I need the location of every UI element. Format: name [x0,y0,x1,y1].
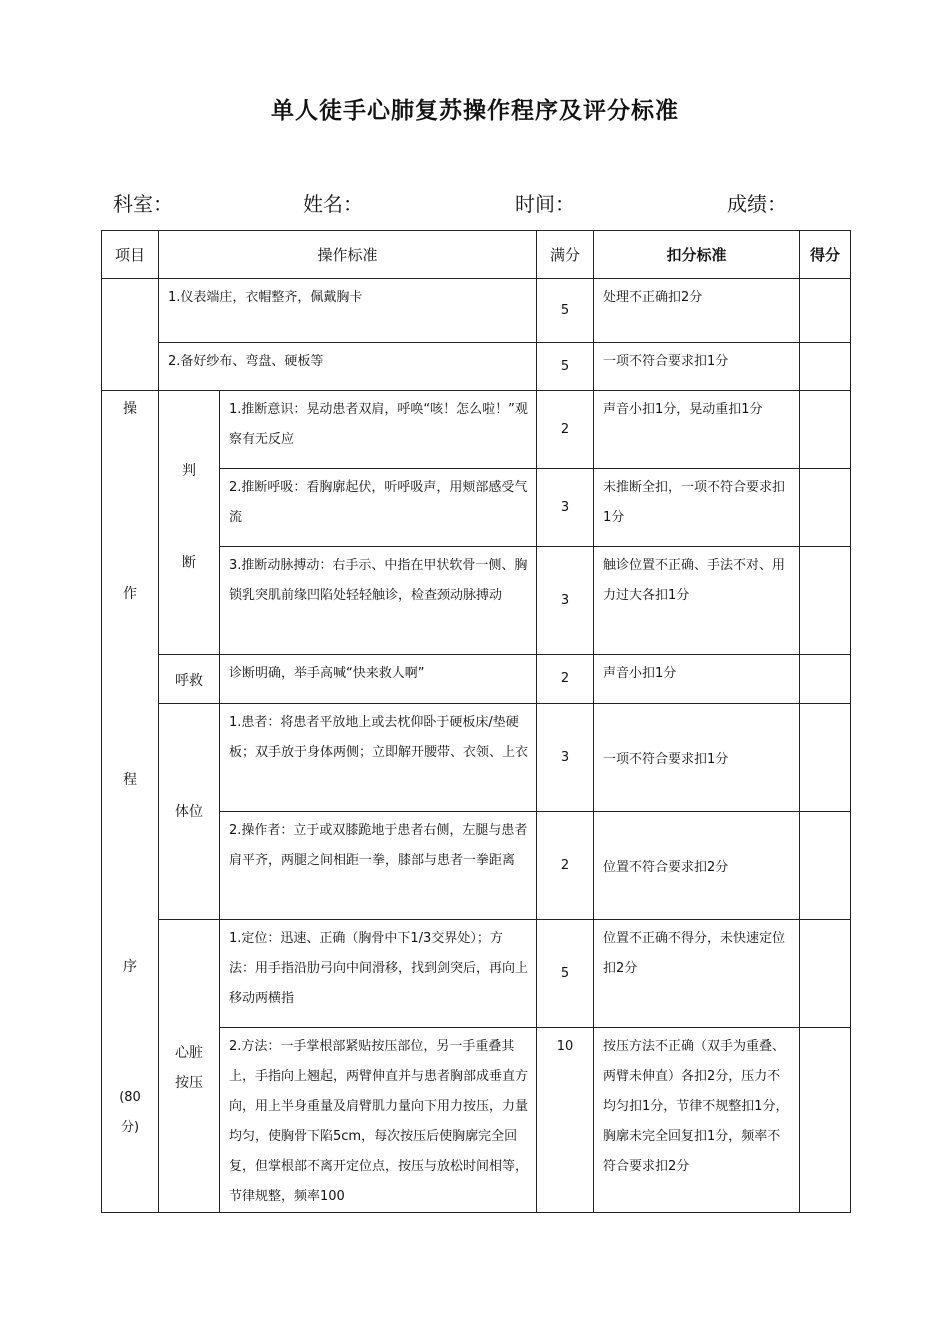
standard-cell: 1.定位：迅速、正确（胸骨中下1/3交界处）；方法：用手指沿肋弓向中间滑移，找到剑突后，再向上移动两横指 [220,920,537,1028]
procedure-char: 序 [123,959,137,975]
full-score-cell: 3 [537,469,594,547]
deduction-cell: 一项不符合要求扣1分 [594,343,800,391]
standard-cell: 1.推断意识：晃动患者双肩，呼唤“咳！怎么啦！”观察有无反应 [220,391,537,469]
full-score-cell: 5 [537,279,594,343]
score-input-cell[interactable] [800,920,851,1028]
page-title: 单人徒手心肺复苏操作程序及评分标准 [271,98,679,124]
table-row [102,920,851,1028]
score-input-cell[interactable] [800,812,851,920]
header-standard: 操作标准 [159,231,537,279]
judge-category-cell [159,391,220,655]
standard-cell: 1.患者：将患者平放地上或去枕仰卧于硬板床/垫硬板；双手放于身体两侧；立即解开腰带、衣领、上衣 [220,704,537,812]
full-score-cell: 2 [537,391,594,469]
standard-cell: 2.方法：一手掌根部紧贴按压部位，另一手重叠其上，手指向上翘起，两臂伸直并与患者胸部成垂直方向，用上半身重量及肩臂肌力量向下用力按压，力量均匀，使胸骨下陷5cm，每次按压后使胸廓完全回复，但掌根部不离开定位点，按压与放松时间相等，节律规整，频率100 [220,1028,537,1213]
full-score-cell: 3 [537,704,594,812]
standard-cell: 诊断明确，举手高喊“快来救人啊” [220,655,537,704]
time-label: 时间： [515,192,575,216]
prep-category-cell [102,279,159,391]
call-category-cell: 呼救 [159,655,220,704]
table-row [102,655,851,704]
procedure-char: 程 [123,772,137,788]
procedure-category-cell [102,391,159,1213]
deduction-cell: 触诊位置不正确、手法不对、用力过大各扣1分 [594,547,800,655]
standard-cell: 3.推断动脉搏动：右手示、中指在甲状软骨一侧、胸锁乳突肌前缘凹陷处轻轻触诊，检查颈动脉搏动 [220,547,537,655]
position-category-cell: 体位 [159,704,220,920]
standard-cell: 2.备好纱布、弯盘、硬板等 [159,343,537,391]
full-score-cell: 10 [537,1028,594,1213]
standard-cell: 1.仪表端庄，衣帽整齐，佩戴胸卡 [159,279,537,343]
score-input-cell[interactable] [800,343,851,391]
full-score-cell: 3 [537,547,594,655]
score-input-cell[interactable] [800,279,851,343]
header-deduction: 扣分标准 [594,231,800,279]
table-row [102,279,851,343]
department-label: 科室： [113,192,173,216]
deduction-cell: 处理不正确扣2分 [594,279,800,343]
name-label: 姓名： [303,192,363,216]
header-got-score: 得分 [800,231,851,279]
form-header [0,188,950,218]
score-input-cell[interactable] [800,391,851,469]
deduction-cell: 一项不符合要求扣1分 [594,704,800,812]
deduction-cell: 位置不正确不得分，未快速定位扣2分 [594,920,800,1028]
score-input-cell[interactable] [800,704,851,812]
procedure-char: 操 [123,401,137,417]
full-score-cell: 5 [537,343,594,391]
table-row [102,391,851,469]
full-score-cell: 2 [537,812,594,920]
table-row [102,704,851,812]
deduction-cell: 声音小扣1分，晃动重扣1分 [594,391,800,469]
standard-cell: 2.操作者：立于或双膝跪地于患者右侧，左腿与患者肩平齐，两腿之间相距一拳，膝部与患者一拳距离 [220,812,537,920]
deduction-cell: 按压方法不正确（双手为重叠、两臂未伸直）各扣2分，压力不均匀扣1分，节律不规整扣1分，胸廓未完全回复扣1分，频率不符合要求扣2分 [594,1028,800,1213]
score-input-cell[interactable] [800,1028,851,1213]
judge-char: 判 [182,463,196,479]
scoring-table [101,230,851,1213]
score-label: 成绩： [727,192,787,216]
score-input-cell[interactable] [800,469,851,547]
deduction-cell: 位置不符合要求扣2分 [594,812,800,920]
table-row [102,343,851,391]
header-full-score: 满分 [537,231,594,279]
procedure-char: (80 [119,1090,141,1105]
standard-cell: 2.推断呼吸：看胸廓起伏，听呼吸声，用颊部感受气流 [220,469,537,547]
score-input-cell[interactable] [800,655,851,704]
table-header-row [102,231,851,279]
judge-char: 断 [182,555,196,571]
procedure-char: 作 [123,586,137,602]
compression-category-cell: 心脏按压 [159,920,220,1213]
deduction-cell: 未推断全扣，一项不符合要求扣1分 [594,469,800,547]
full-score-cell: 2 [537,655,594,704]
full-score-cell: 5 [537,920,594,1028]
deduction-cell: 声音小扣1分 [594,655,800,704]
score-input-cell[interactable] [800,547,851,655]
header-item: 项目 [102,231,159,279]
procedure-char: 分) [120,1120,140,1135]
